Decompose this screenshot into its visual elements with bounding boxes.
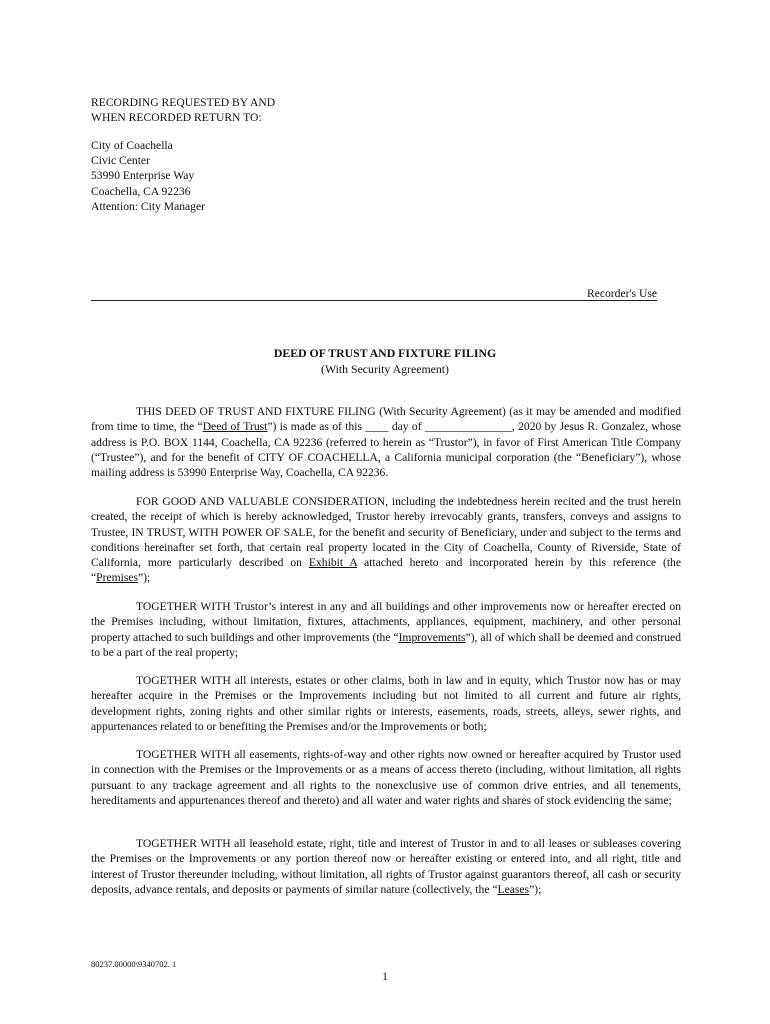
- recorders-use-rule: [91, 300, 657, 301]
- p1-text-b: ”) is made as of this ____ day of _______________, 2020 by Jesus R. Gonzalez, whose address is P.O. BOX 1144, Coachella, CA 92236 (referred to herein as “Trustor”), in favor of First American Title Company (“Trustee”), and for the benefit of CITY OF COACHELLA, a California municipal corporation (the “Beneficiary”), whose mailing address is 53990 Enterprise Way, Coachella, CA 92236.: [91, 420, 681, 480]
- header-line-1: RECORDING REQUESTED BY AND: [91, 96, 276, 109]
- address-line-3: 53990 Enterprise Way: [91, 169, 195, 183]
- header-line-2: WHEN RECORDED RETURN TO:: [91, 111, 262, 125]
- p2-text-b: attached hereto and incorporated herein by this reference (the “: [91, 556, 681, 585]
- p2-text-a: FOR GOOD AND VALUABLE CONSIDERATION, including the indebtedness herein recited and the trust herein created, the receipt of which is hereby acknowledged, Trustor hereby irrevocably grants, transfers, conveys and assigns to Trustee, IN TRUST, WITH POWER OF SALE, for the benefit and security of Beneficiary, under and subject to the terms and conditions hereinafter set forth, that certain real property located in the City of Coachella, County of Riverside, State of California, more particularly described on: [91, 495, 681, 570]
- paragraph-interests: TOGETHER WITH all interests, estates or other claims, both in law and in equity, which Trustor now has or may hereafter acquire in the Premises or the Improvements including but not limited to all current and future air rights, development rights, zoning rights and other similar rights or interests, easements, roads, streets, alleys, sewer rights, and appurtenances related to or benefiting the Premises and/or the Improvements or both;: [91, 674, 681, 733]
- return-address: [91, 138, 681, 214]
- p2-text-c: ”);: [138, 571, 151, 585]
- document-id: 80237.00000\9340702. 1: [91, 959, 177, 969]
- p3-text-b: ”), all of which shall be deemed and construed to be a part of the real property;: [91, 630, 681, 659]
- p6-text-a: TOGETHER WITH all leasehold estate, right, title and interest of Trustor in and to all leases or subleases covering the Premises or the Improvements or any portion thereof now or hereafter existing or entered into, and all right, title and interest of Trustor thereunder including, without limitation, all rights of Trustor against guarantors thereof, all cash or security deposits, advance rentals, and deposits or payments of similar nature (collectively, the “: [91, 837, 681, 896]
- recorders-use-label: Recorder's Use: [586, 287, 657, 300]
- address-line-4: Coachella, CA 92236: [91, 184, 191, 198]
- paragraph-improvements: [91, 599, 681, 660]
- recording-header: [91, 95, 681, 125]
- document-title: DEED OF TRUST AND FIXTURE FILING: [273, 346, 497, 360]
- p6-text-b: ”);: [529, 882, 542, 896]
- p3-text-a: TOGETHER WITH Trustor’s interest in any and all buildings and other improvements now or hereafter erected on the Premises including, without limitation, fixtures, attachments, appliances, equipment, machinery, and other personal property attached to such buildings and other improvements (the “: [91, 600, 681, 644]
- p1-text-a: THIS DEED OF TRUST AND FIXTURE FILING (With Security Agreement) (as it may be amended and modified from time to time, the “: [91, 405, 681, 434]
- p3-defined-term: Improvements: [398, 630, 466, 644]
- p6-defined-term: Leases: [497, 882, 530, 896]
- paragraph-leases: [91, 836, 681, 897]
- p1-defined-term: Deed of Trust: [202, 420, 268, 434]
- p2-exhibit-ref: Exhibit A: [308, 556, 358, 570]
- address-line-2: Civic Center: [91, 154, 150, 168]
- paragraph-parties: [91, 404, 681, 480]
- p2-defined-term: Premises: [96, 571, 139, 585]
- paragraph-easements: TOGETHER WITH all easements, rights-of-way and other rights now owned or hereafter acquired by Trustor used in connection with the Premises or the Improvements or as a means of access thereto (including, without limitation, all rights pursuant to any trackage agreement and all rights to the nonexclusive use of common drive entries, and all tenements, hereditaments and appurtenances thereof and thereto) and all water and water rights and shares of stock evidencing the same;: [91, 748, 681, 807]
- page-number: 1: [382, 970, 388, 983]
- document-subtitle: (With Security Agreement): [321, 362, 449, 376]
- address-line-1: City of Coachella: [91, 139, 173, 152]
- paragraph-consideration: [91, 494, 681, 586]
- address-line-5: Attention: City Manager: [91, 199, 205, 213]
